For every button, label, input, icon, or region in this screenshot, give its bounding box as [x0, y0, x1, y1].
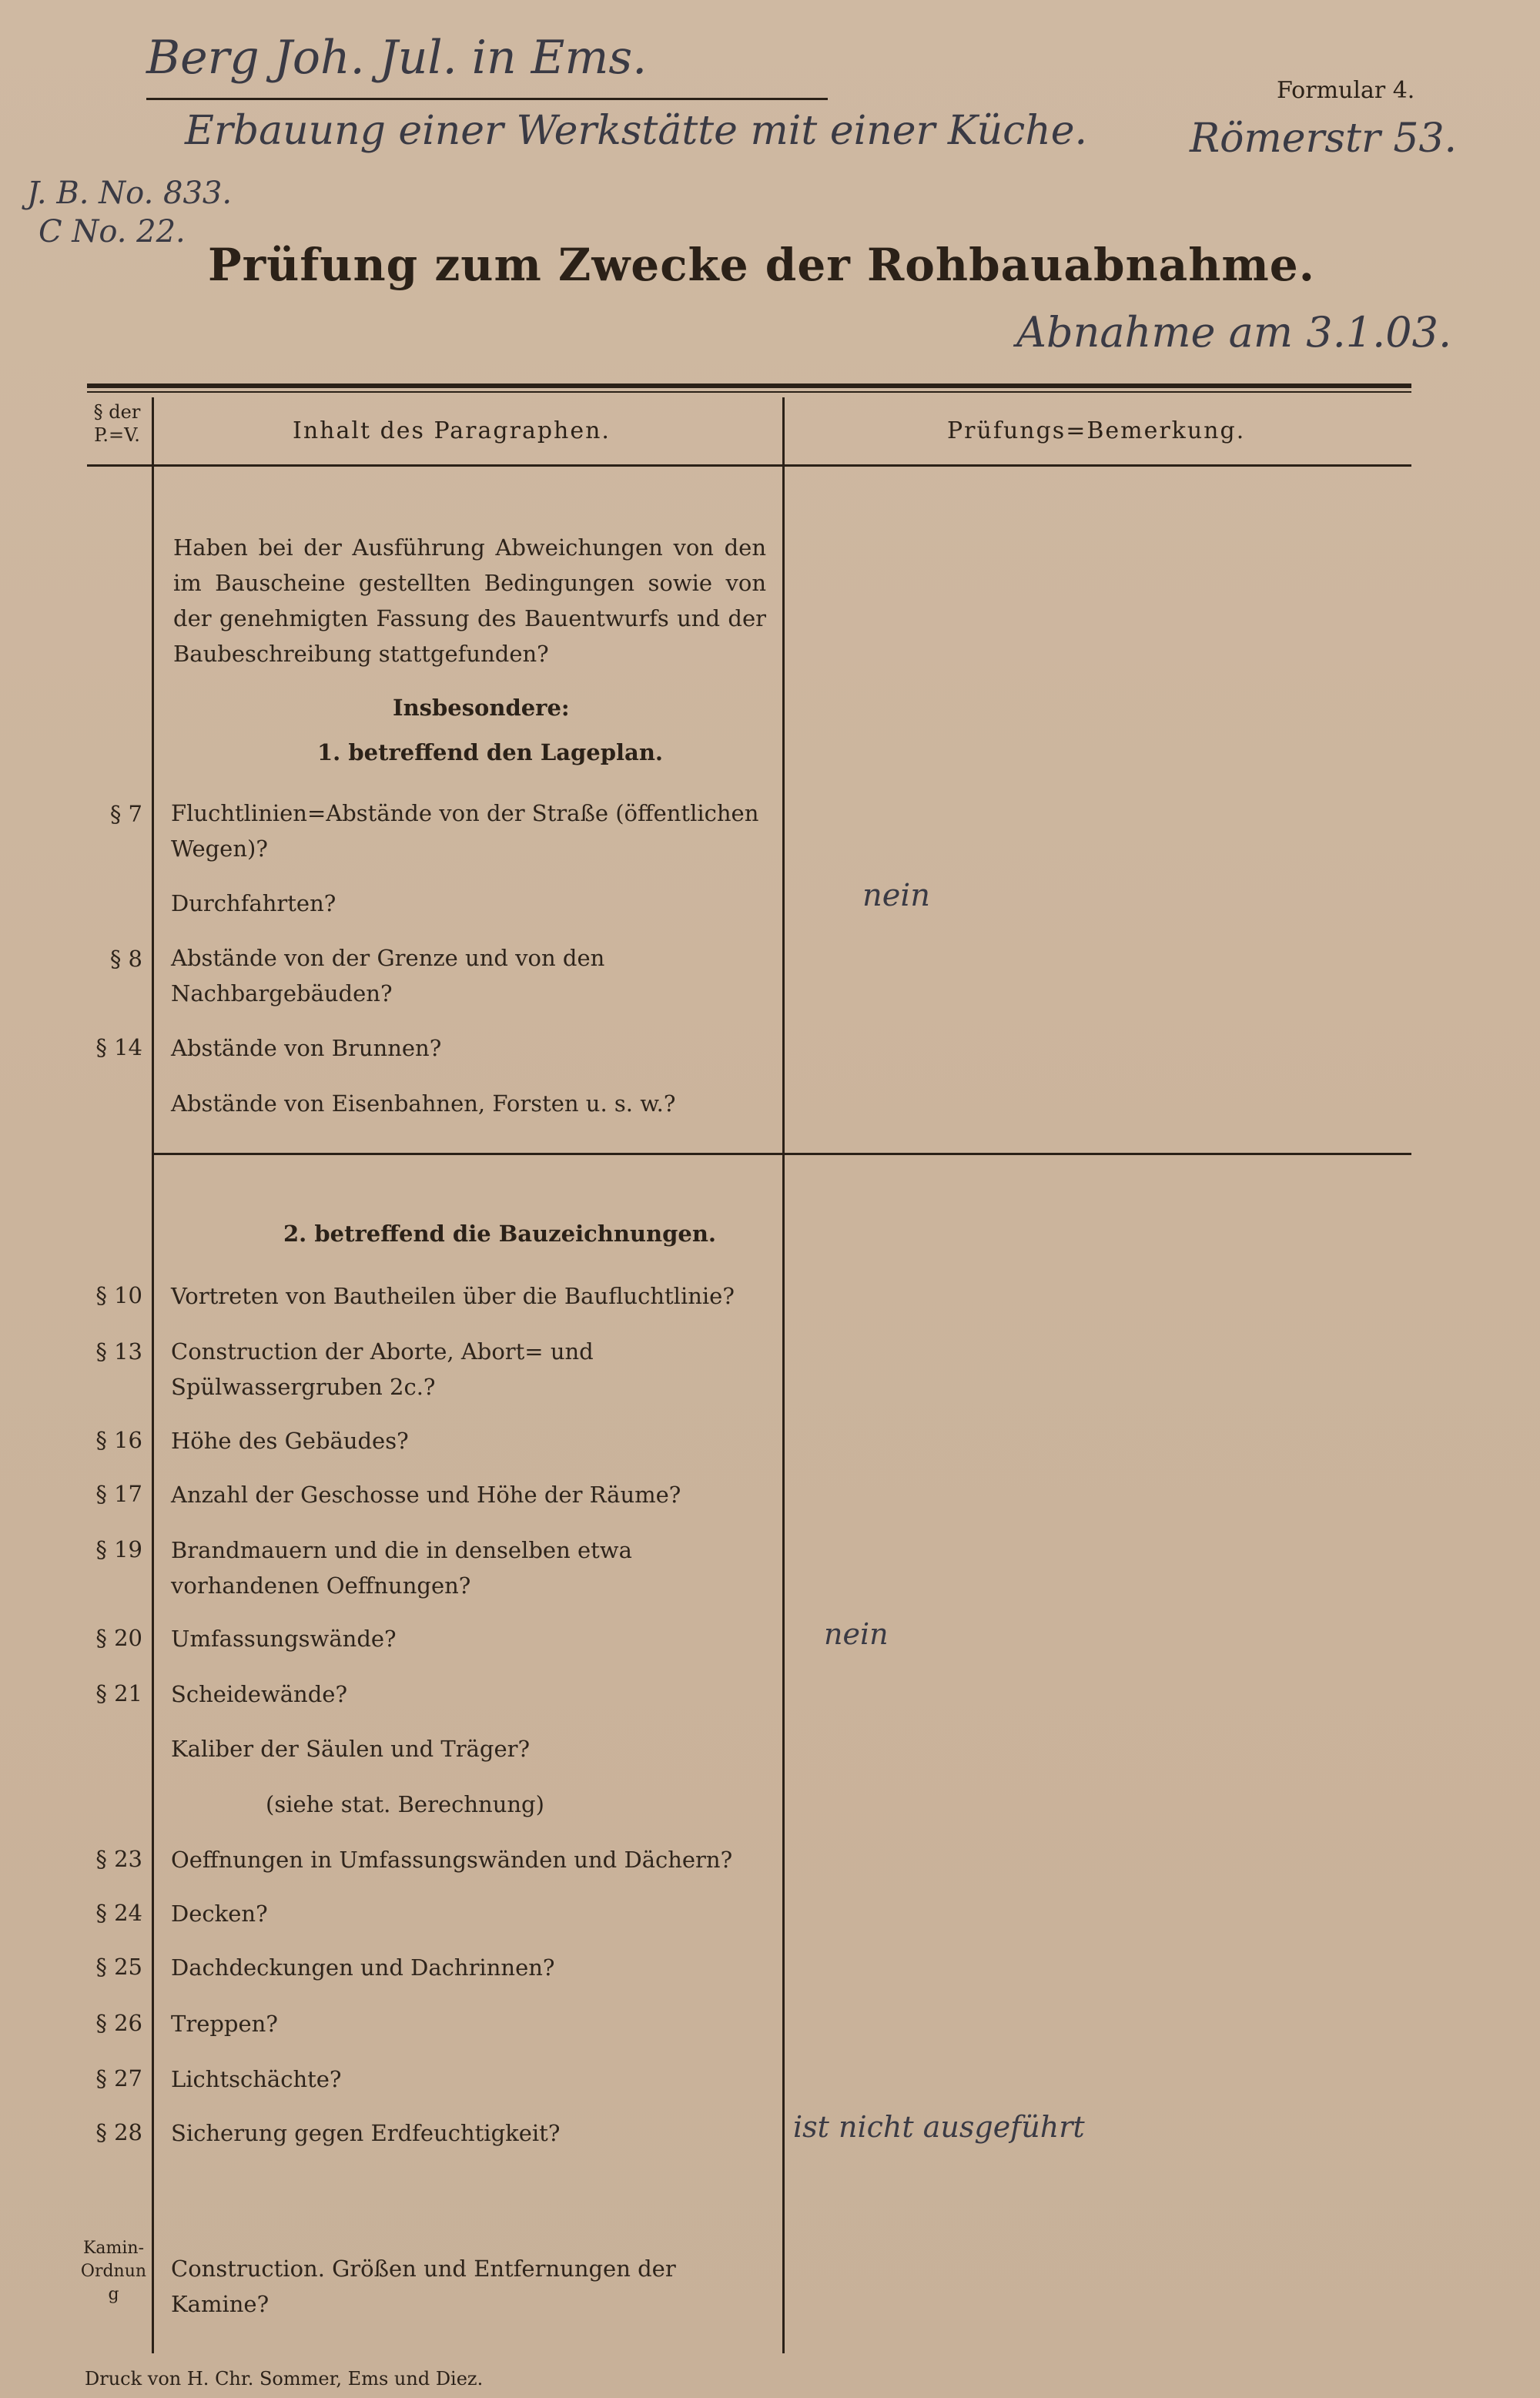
row-erdfeuchtigkeit: Sicherung gegen Erdfeuchtigkeit?: [171, 2120, 561, 2146]
owner-handwriting: Berg Joh. Jul. in Ems.: [146, 31, 648, 85]
row-eisenbahnen: Abstände von Eisenbahnen, Forsten u. s. w.?: [171, 1090, 676, 1117]
street-handwriting: Römerstr 53.: [1190, 116, 1458, 162]
insbesondere-label: Insbesondere:: [393, 695, 570, 721]
row-durchfahrten: Durchfahrten?: [171, 890, 336, 916]
header-content-col: Inhalt des Paragraphen.: [293, 417, 611, 444]
acceptance-date-handwriting: Abnahme am 3.1.03.: [1016, 308, 1452, 357]
row-oeffnungen: Oeffnungen in Umfassungswänden und Dächern?: [171, 1847, 733, 1873]
page-title: Prüfung zum Zwecke der Rohbauabnahme.: [208, 239, 1315, 291]
para-16: § 16: [95, 1427, 142, 1453]
intro-question: Haben bei der Ausführung Abweichungen von den im Bauscheine gestellten Bedingungen sowie von der genehmigten Fassung des Bauentwurfs und der Baubeschreibung stattgefunden?: [173, 534, 766, 667]
para-14: § 14: [95, 1034, 142, 1060]
form-number: Formular 4.: [1277, 77, 1415, 104]
column-divider-2: [782, 397, 785, 2353]
row-scheidewaende: Scheidewände?: [171, 1681, 348, 1707]
para-24: § 24: [95, 1900, 142, 1926]
reference-number-2: C No. 22.: [38, 214, 186, 250]
row-geschosse: Anzahl der Geschosse und Höhe der Räume?: [171, 1482, 681, 1508]
row-aborte: Construction der Aborte, Abort= und Spülwassergruben 2c.?: [171, 1338, 594, 1400]
row-kamine: Construction. Größen und Entfernungen der Kamine?: [171, 2256, 676, 2317]
row-fluchtlinien: Fluchtlinien=Abstände von der Straße (öffentlichen Wegen)?: [171, 800, 759, 862]
row-vortreten: Vortreten von Bautheilen über die Baufluchtlinie?: [171, 1283, 735, 1309]
row-kaliber: Kaliber der Säulen und Träger?: [171, 1736, 531, 1762]
owner-underline: [146, 98, 828, 100]
row-lichtschaechte: Lichtschächte?: [171, 2066, 342, 2092]
para-23: § 23: [95, 1846, 142, 1872]
para-20: § 20: [95, 1625, 142, 1651]
para-8: § 8: [109, 946, 142, 972]
reference-number-1: J. B. No. 833.: [27, 176, 233, 211]
section-divider: [152, 1153, 1411, 1155]
para-26: § 26: [95, 2010, 142, 2036]
para-7: § 7: [109, 801, 142, 827]
header-bottom-rule: [87, 464, 1411, 467]
project-handwriting: Erbauung einer Werkstätte mit einer Küche.: [185, 108, 1088, 154]
para-27: § 27: [95, 2065, 142, 2092]
row-decken: Decken?: [171, 1901, 268, 1927]
section2-heading: 2. betreffend die Bauzeichnungen.: [283, 1221, 717, 1247]
table-top-rule-thin: [87, 391, 1411, 393]
para-28: § 28: [95, 2119, 142, 2145]
table-top-rule: [87, 383, 1411, 388]
para-17: § 17: [95, 1481, 142, 1507]
para-13: § 13: [95, 1338, 142, 1365]
remark-umfassungswaende: nein: [824, 1617, 889, 1651]
row-brandmauern: Brandmauern und die in denselben etwa vorhandenen Oeffnungen?: [171, 1537, 632, 1599]
row-grenze: Abstände von der Grenze und von den Nachbargebäuden?: [171, 945, 605, 1006]
row-brunnen: Abstände von Brunnen?: [171, 1035, 442, 1061]
column-divider-1: [152, 397, 154, 2353]
para-kamin-ordnung: Kamin-Ordnung: [80, 2239, 147, 2304]
header-paragraph-col: § der P.=V.: [93, 401, 141, 446]
para-21: § 21: [95, 1680, 142, 1706]
row-dachdeckungen: Dachdeckungen und Dachrinnen?: [171, 1954, 555, 1981]
row-stat-berechnung: (siehe stat. Berechnung): [266, 1791, 544, 1817]
row-umfassungswaende: Umfassungswände?: [171, 1626, 397, 1652]
row-hoehe: Höhe des Gebäudes?: [171, 1428, 409, 1454]
remark-erdfeuchtigkeit: ist nicht ausgeführt: [793, 2110, 1085, 2144]
para-25: § 25: [95, 1954, 142, 1980]
row-treppen: Treppen?: [171, 2011, 278, 2037]
remark-section1: nein: [862, 878, 930, 913]
printer-footer: Druck von H. Chr. Sommer, Ems und Diez.: [85, 2368, 484, 2390]
para-19: § 19: [95, 1536, 142, 1562]
section1-heading: 1. betreffend den Lageplan.: [317, 739, 664, 765]
header-remark-col: Prüfungs=Bemerkung.: [947, 417, 1246, 444]
para-10: § 10: [95, 1282, 142, 1308]
